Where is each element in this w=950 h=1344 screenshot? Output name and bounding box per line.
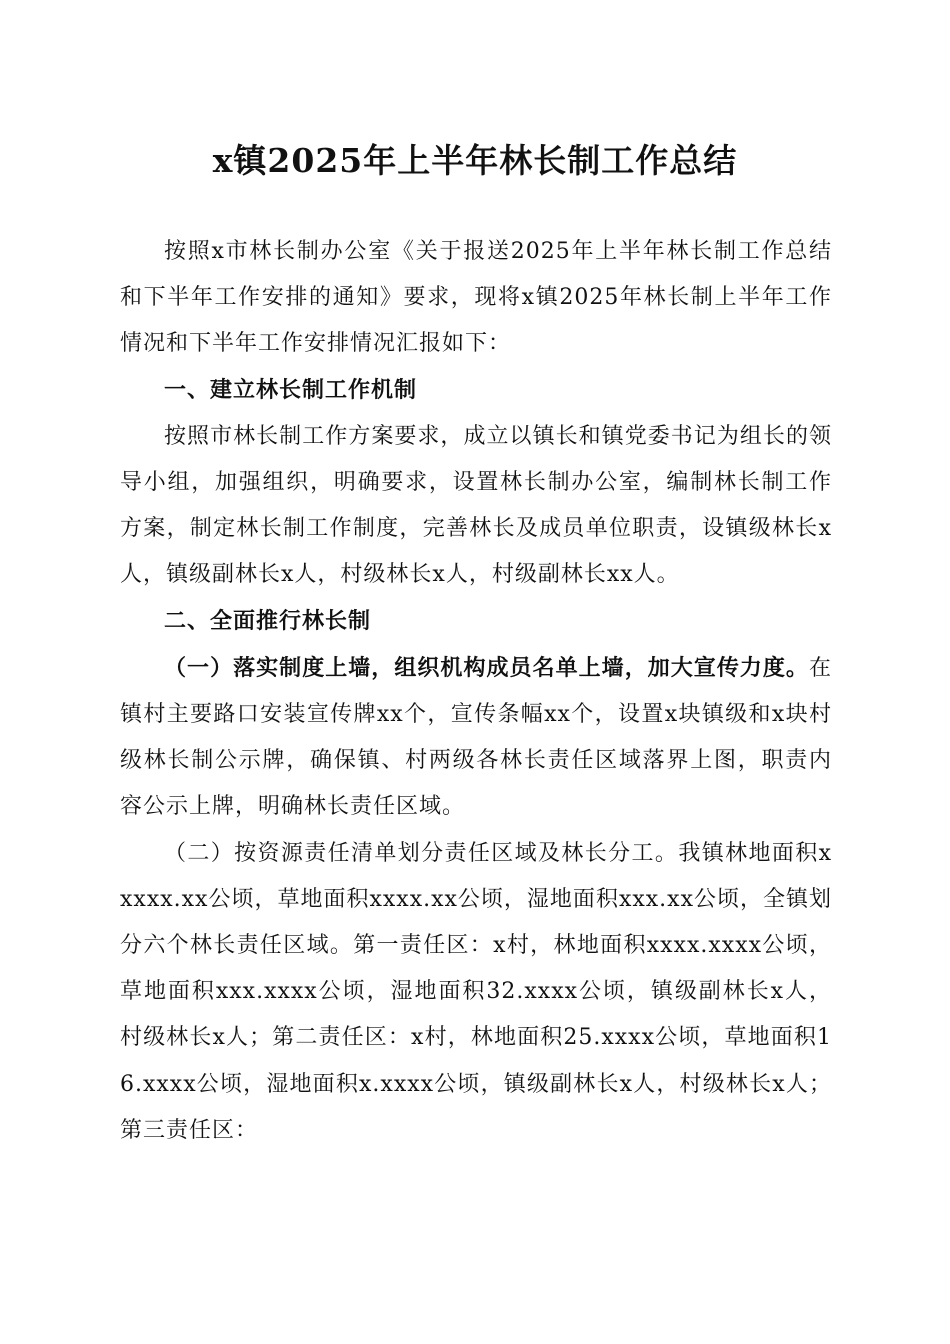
section-2-heading: 二、全面推行林长制 bbox=[164, 608, 372, 634]
section-2-item-1-lead: （一）落实制度上墙，组织机构成员名单上墙，加大宣传力度。 bbox=[164, 654, 809, 681]
section-2-item-2-paragraph bbox=[120, 831, 832, 1154]
intro-paragraph: 按照x市林长制办公室《关于报送2025年上半年林长制工作总结和下半年工作安排的通知》要求，现将x镇2025年林长制上半年工作情况和下半年工作安排情况汇报如下： bbox=[120, 239, 832, 357]
document-body bbox=[120, 229, 832, 1154]
document-title: x镇2025年上半年林长制工作总结 bbox=[212, 141, 738, 180]
section-2-item-1-paragraph bbox=[120, 645, 832, 831]
section-1-heading: 一、建立林长制工作机制 bbox=[164, 377, 418, 403]
section-1-paragraph: 按照市林长制工作方案要求，成立以镇长和镇党委书记为组长的领导小组，加强组织，明确要求，设置林长制办公室，编制林长制工作方案，制定林长制工作制度，完善林长及成员单位职责，设镇级林长x人，镇级副林长x人，村级林长x人，村级副林长xx人。 bbox=[120, 423, 832, 588]
section-2-item-2-lead: （二）按资源责任清单划分责任区域及林长分工。 bbox=[164, 840, 679, 866]
section-2-item-2-text: 我镇林地面积xxxxx.xx公顷，草地面积xxxx.xx公顷，湿地面积xxx.xx公顷，全镇划分六个林长责任区域。第一责任区：x村，林地面积xxxx.xxxx公顷，草地面积xxx.xxxx公顷，湿地面积32.xxxx公顷，镇级副林长x人，村级林长x人；第二责任区：x村，林地面积25.xxxx公顷，草地面积16.xxxx公顷，湿地面积x.xxxx公顷，镇级副林长x人，村级林长x人；第三责任区： bbox=[120, 840, 832, 1143]
section-2-item-1-text: 在镇村主要路口安装宣传牌xx个，宣传条幅xx个，设置x块镇级和x块村级林长制公示牌，确保镇、村两级各林长责任区域落界上图，职责内容公示上牌，明确林长责任区域。 bbox=[120, 655, 832, 820]
